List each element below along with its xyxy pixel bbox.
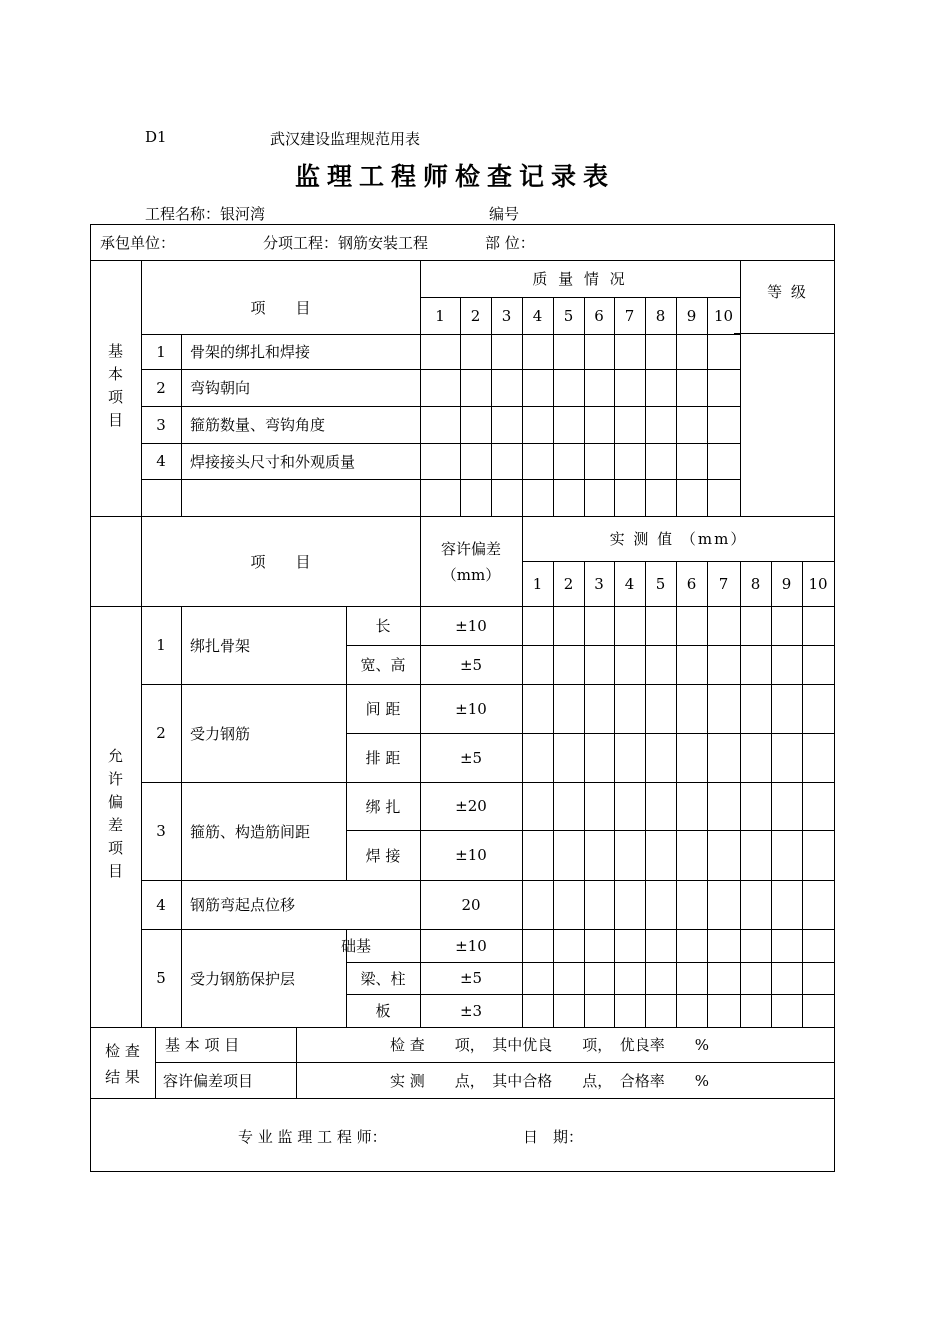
tolerance-value: ±10 bbox=[455, 699, 487, 718]
grid-line bbox=[645, 561, 646, 1027]
engineer-signature-label: 专 业 监 理 工 程 师： bbox=[238, 1127, 387, 1146]
tolerance-value: ±10 bbox=[455, 846, 487, 864]
measured-col-header: 2 bbox=[563, 574, 574, 593]
measured-col-header: 10 bbox=[808, 574, 828, 593]
grid-line bbox=[181, 606, 182, 1027]
quality-col-header: 7 bbox=[624, 306, 635, 325]
form-code: D1 bbox=[145, 128, 167, 146]
tolerance-value: 20 bbox=[461, 895, 481, 914]
basic-row-no: 3 bbox=[156, 415, 166, 434]
result-tolerance-text: 实 测 点， 其中合格 点， 合格率 % bbox=[390, 1071, 710, 1090]
basic-row-name: 弯钩朝向 bbox=[190, 379, 251, 397]
project-name: 工程名称：银河湾 bbox=[145, 205, 266, 223]
tolerance-value: ±20 bbox=[455, 797, 487, 815]
allowed-sub-label: 板 bbox=[375, 1002, 391, 1020]
allowed-sub-label: 梁、柱 bbox=[360, 969, 406, 988]
quality-col-header: 4 bbox=[532, 306, 543, 325]
result-label-1: 检 查 bbox=[105, 1041, 140, 1060]
quality-col-header: 8 bbox=[655, 306, 666, 325]
grid-line bbox=[155, 1027, 156, 1098]
allowed-row-no: 3 bbox=[156, 822, 166, 840]
tolerance-value: ±3 bbox=[459, 1001, 483, 1020]
measured-col-header: 8 bbox=[750, 574, 761, 593]
grid-line bbox=[141, 479, 740, 480]
basic-item-header: 项 目 bbox=[250, 298, 311, 317]
grade-header: 等 级 bbox=[767, 282, 808, 301]
grid-line bbox=[296, 1027, 297, 1098]
result-label-2: 结 果 bbox=[105, 1067, 140, 1086]
allowed-section-label: 允许偏差项目 bbox=[106, 747, 124, 886]
tolerance-header-1: 容许偏差 bbox=[440, 539, 501, 558]
measured-col-header: 5 bbox=[655, 574, 666, 593]
grid-line bbox=[740, 561, 741, 1027]
sub-item-label: 分项工程：钢筋安装工程 bbox=[263, 234, 429, 252]
quality-header: 质 量 情 况 bbox=[532, 270, 628, 288]
allowed-row-name: 受力钢筋保护层 bbox=[190, 969, 296, 988]
measured-col-header: 3 bbox=[594, 574, 604, 593]
basic-row-no: 1 bbox=[156, 342, 166, 361]
basic-section-label: 基本项目 bbox=[106, 343, 124, 435]
result-tolerance-label: 容许偏差项目 bbox=[163, 1071, 254, 1090]
grid-line bbox=[676, 561, 677, 1027]
tolerance-value: ±10 bbox=[455, 616, 487, 635]
quality-col-header: 2 bbox=[470, 306, 481, 325]
grid-line bbox=[553, 561, 554, 1027]
measured-col-header: 1 bbox=[532, 574, 543, 593]
quality-col-header: 1 bbox=[435, 306, 445, 325]
date-label: 日 期： bbox=[523, 1127, 584, 1146]
grid-line bbox=[707, 561, 708, 1027]
allowed-sub-label: 础基 bbox=[340, 937, 371, 955]
allowed-sub-label: 焊 接 bbox=[365, 846, 401, 865]
grid-line bbox=[802, 561, 803, 1027]
org-form-name: 武汉建设监理规范用表 bbox=[270, 130, 421, 148]
quality-col-header: 9 bbox=[686, 306, 697, 325]
grid-line bbox=[614, 561, 615, 1027]
measured-col-header: 4 bbox=[624, 574, 635, 593]
grid-line bbox=[522, 561, 523, 1027]
measured-col-header: 6 bbox=[686, 574, 697, 593]
page-title: 监理工程师检查记录表 bbox=[294, 162, 615, 191]
basic-row-no: 4 bbox=[156, 452, 166, 470]
tolerance-value: ±5 bbox=[459, 969, 483, 987]
allowed-item-header: 项 目 bbox=[250, 552, 311, 571]
tolerance-header-2: （mm） bbox=[441, 565, 501, 584]
contractor-label: 承包单位： bbox=[100, 234, 176, 252]
allowed-row-name: 钢筋弯起点位移 bbox=[190, 896, 296, 914]
allowed-row-name: 绑扎骨架 bbox=[190, 636, 251, 655]
allowed-sub-label: 宽、高 bbox=[360, 656, 406, 674]
quality-col-header: 3 bbox=[501, 306, 512, 325]
grid-line bbox=[771, 561, 772, 1027]
measured-col-header: 7 bbox=[718, 574, 729, 593]
allowed-row-no: 5 bbox=[156, 969, 166, 987]
quality-col-header: 5 bbox=[563, 306, 574, 325]
allowed-sub-label: 排 距 bbox=[365, 749, 401, 767]
allowed-row-name: 箍筋、构造筋间距 bbox=[190, 822, 311, 841]
allowed-row-no: 2 bbox=[156, 724, 166, 742]
basic-row-name: 骨架的绑扎和焊接 bbox=[190, 343, 311, 361]
allowed-sub-label: 绑 扎 bbox=[365, 797, 401, 816]
allowed-row-no: 4 bbox=[156, 895, 166, 914]
grid-line bbox=[90, 1098, 834, 1099]
allowed-sub-label: 间 距 bbox=[365, 700, 401, 718]
number-label: 编号 bbox=[489, 205, 520, 223]
basic-row-no: 2 bbox=[156, 378, 166, 397]
tolerance-value: ±5 bbox=[459, 655, 483, 674]
grid-line bbox=[584, 561, 585, 1027]
allowed-sub-label: 长 bbox=[375, 617, 391, 635]
quality-col-header: 10 bbox=[713, 306, 734, 325]
grid-line bbox=[740, 297, 741, 516]
basic-row-name: 焊接接头尺寸和外观质量 bbox=[190, 452, 356, 471]
location-label: 部 位： bbox=[485, 234, 535, 252]
quality-col-header: 6 bbox=[594, 306, 604, 325]
allowed-row-no: 1 bbox=[156, 636, 166, 654]
basic-row-name: 箍筋数量、弯钩角度 bbox=[190, 416, 326, 434]
grid-line bbox=[181, 334, 182, 516]
allowed-row-name: 受力钢筋 bbox=[190, 724, 251, 743]
tolerance-value: ±5 bbox=[459, 748, 483, 767]
grid-line bbox=[734, 333, 834, 334]
measured-header: 实 测 值 （mm） bbox=[609, 530, 748, 548]
result-basic-text: 检 查 项， 其中优良 项， 优良率 % bbox=[390, 1036, 710, 1054]
grid-line bbox=[834, 561, 835, 1027]
tolerance-value: ±10 bbox=[455, 936, 487, 955]
measured-col-header: 9 bbox=[781, 574, 792, 593]
result-basic-label: 基 本 项 目 bbox=[165, 1036, 240, 1054]
